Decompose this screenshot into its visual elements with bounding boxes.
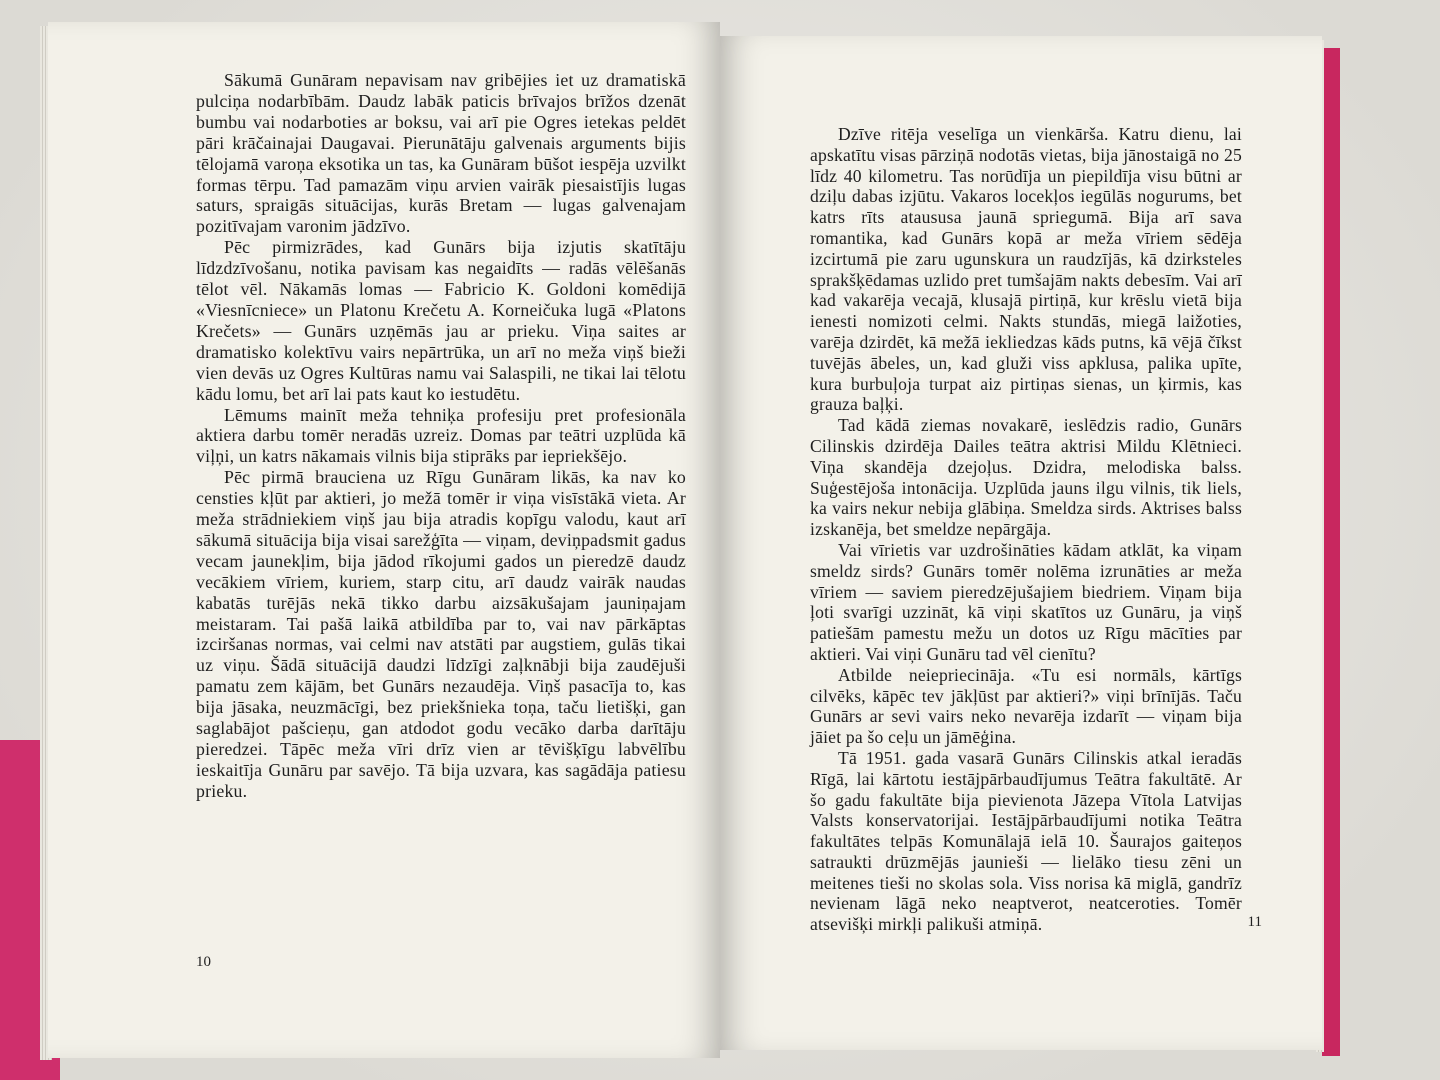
paragraph: Pēc pirmizrādes, kad Gunārs bija izjutis skatītāju līdzdzīvošanu, notika pavisam kas negaidīts — radās vēlēšanās tēlot vēl. Nākamās lomas — Fabricio K. Goldoni komēdijā «Viesnīcniece» un Platonu Krečetu A. Korneičuka lugā «Platons Krečets» — Gunārs uzņēmās jau ar prieku. Viņa saites ar dramatisko kolektīvu vairs nepārtrūka, un arī no meža viņš bieži vien devās uz Ogres Kultūras namu vai Salaspili, ne tikai lai tēlotu kādu lomu, bet arī lai pats kaut ko iestudētu. xyxy=(196,237,686,404)
left-page-text xyxy=(196,70,686,802)
page-number: 11 xyxy=(1247,914,1262,930)
paragraph: Pēc pirmā brauciena uz Rīgu Gunāram likās, ka nav ko censties kļūt par aktieri, jo mežā tomēr ir viņa visīstākā vieta. Ar meža strādniekiem viņš jau bija atradis kopīgu valodu, kaut arī sākumā situācija bija visai sarežģīta — viņam, deviņpadsmit gadus vecam jaunekļim, bija jādod rīkojumi gados un pieredzē daudz vecākiem vīriem, kuriem, starp citu, arī daudz vairāk naudas kabatās turējās nekā tikko darbu aizsākušajam jauniņajam meistaram. Tai pašā laikā atbildība par to, vai nav pārkāptas izciršanas normas, vai celmi nav atstāti par augstiem, gulās tikai uz viņu. Šādā situācijā daudzi līdzīgi zaļknābji bija zaudējuši pamatu zem kājām, bet Gunārs nezaudēja. Viņš pasacīja to, kas bija jāsaka, neuzmācīgi, bez priekšnieka toņa, taču lietišķi, gan saglabājot pašcieņu, gan atdodot godu vecāko darba darītāju pieredzei. Tāpēc meža vīri drīz vien ar tēvišķīgu labvēlību ieskaitīja Gunāru par savējo. Tā bija uzvara, kas sagādāja patiesu prieku. xyxy=(196,467,686,801)
paragraph: Dzīve ritēja veselīga un vienkārša. Katru dienu, lai apskatītu visas pārziņā nodotās vietas, bija jānostaigā no 25 līdz 40 kilometru. Tas norūdīja un piepildīja visu būtni ar dziļu dabas izjūtu. Vakaros locekļos iegūlās nogurums, bet katrs rīts ataususa jaunā spriegumā. Bija arī sava romantika, kad Gunārs kopā ar meža vīriem sēdēja izcirtumā pie zaru ugunskura un raudzījās, kā dzirksteles sprakšķēdamas uzlido pret tumšajām nakts debesīm. Vai arī kad vakarēja vecajā, klusajā pirtiņā, kur krēslu vietā bija ienesti nomizoti celmi. Nakts stundās, miegā laižoties, varēja dzirdēt, kā mežā iekliedzas kāds putns, kā vējā čīkst tuvējās ābeles, un, kad gluži viss apklusa, palika upīte, kura burbuļoja turpat aiz pirtiņas sienas, un ķirmis, kas grauza baļķi. xyxy=(810,124,1242,415)
paragraph: Vai vīrietis var uzdrošināties kādam atklāt, ka viņam smeldz sirds? Gunārs tomēr nolēma izrunāties ar meža vīriem — saviem pieredzējušajiem biedriem. Viņam bija ļoti svarīgi uzzināt, kā viņi skatītos uz Gunāru, ja viņš patiešām pamestu mežu un dotos uz Rīgu mācīties par aktieri. Vai viņi Gunāru tad vēl cienītu? xyxy=(810,539,1242,664)
paragraph: Atbilde neiepriecināja. «Tu esi normāls, kārtīgs cilvēks, kāpēc tev jākļūst par aktieri?» viņi brīnījās. Taču Gunārs ar sevi vairs neko nevarēja izdarīt — viņam bija jāiet pa šo ceļu un jāmēģina. xyxy=(810,664,1242,748)
page-number: 10 xyxy=(196,954,211,970)
book-cover-edge-right xyxy=(1322,48,1340,1056)
left-page xyxy=(48,22,720,1058)
right-page-text xyxy=(810,124,1242,935)
paragraph: Tad kādā ziemas novakarē, ieslēdzis radio, Gunārs Cilinskis dzirdēja Dailes teātra aktrisi Mildu Klētnieci. Viņa skandēja dzejoļus. Dzidra, melodiska balss. Suģestējoša intonācija. Uzplūda jauns ilgu vilnis, tik liels, ka vairs nekur nebija glābiņa. Smeldza sirds. Aktrises balss izskanēja, bet smeldze nepārgāja. xyxy=(810,415,1242,540)
paragraph: Tā 1951. gada vasarā Gunārs Cilinskis atkal ieradās Rīgā, lai kārtotu iestājpārbaudījumus Teātra fakultātē. Ar šo gadu fakultāte bija pievienota Jāzepa Vītola Latvijas Valsts konservatorijai. Iestājpārbaudījumi notika Teātra fakultātes telpās Komunālajā ielā 10. Šaurajos gaiteņos satraukti drūzmējās jaunieši — lielāko tiesu zēni un meitenes tieši no skolas sola. Viss norisa kā miglā, gandrīz nevienam lāgā neko neaptverot, neatceroties. Tomēr atsevišķi mirkļi palikuši atmiņā. xyxy=(810,747,1242,935)
paragraph: Sākumā Gunāram nepavisam nav gribējies iet uz dramatiskā pulciņa nodarbībām. Daudz labāk paticis brīvajos brīžos dzenāt bumbu vai nodarboties ar boksu, vai arī pie Ogres ietekas peldēt pāri krāčainajai Daugavai. Pierunātāju galvenais arguments bijis tēlojamā varoņa eksotika un tas, ka Gunāram būšot iespēja uzvilkt formas tērpu. Tad pamazām viņu arvien vairāk piesaistījis lugas saturs, spraigās situācijas, kurās Bretam — lugas galvenajam pozitīvajam varonim jādzīvo. xyxy=(196,70,686,237)
right-page xyxy=(720,36,1322,1050)
paragraph: Lēmums mainīt meža tehniķa profesiju pret profesionāla aktiera darbu tomēr neradās uzreiz. Domas par teātri uzplūda kā viļņi, un katrs nākamais vilnis bija stiprāks par iepriekšējo. xyxy=(196,404,686,467)
